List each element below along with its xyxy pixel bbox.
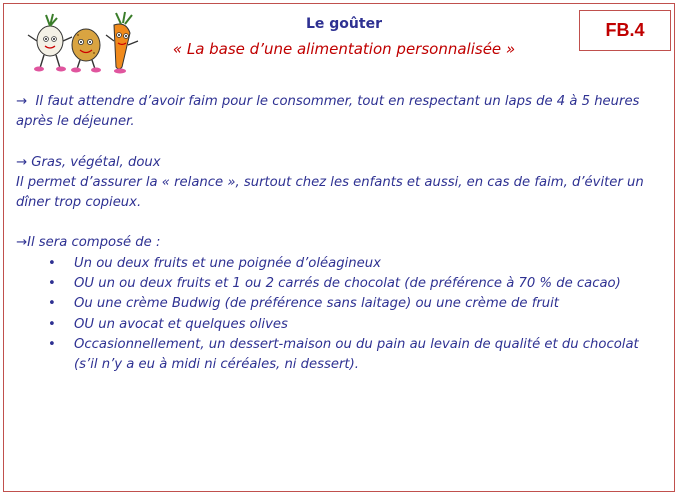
document-body: [16, 92, 666, 376]
paragraph-wait-text: Il faut attendre d’avoir faim pour le consommer, tout en respectant un laps de 4 à 5 heures après le déjeuner.: [16, 94, 640, 130]
list-item: • Un ou deux fruits et une poignée d’oléagineux: [74, 254, 666, 274]
document-code-box: [579, 10, 671, 51]
paragraph-relance: Il permet d’assurer la « relance », surtout chez les enfants et aussi, en cas de faim, d’éviter un dîner trop copieux.: [16, 174, 644, 211]
paragraph-composition-heading: Il sera composé de :: [27, 235, 161, 251]
list-item: • Ou une crème Budwig (de préférence sans laitage) ou une crème de fruit: [74, 294, 666, 314]
paragraph-nature-heading: Gras, végétal, doux: [31, 154, 161, 170]
list-item: • OU un avocat et quelques olives: [74, 315, 666, 335]
list-item: • OU un ou deux fruits et 1 ou 2 carrés de chocolat (de préférence à 70 % de cacao): [74, 274, 666, 294]
document-code: FB.4: [605, 20, 645, 40]
paragraph-nature: [16, 153, 666, 173]
arrow-icon: →: [16, 154, 28, 170]
paragraph-wait: [16, 92, 666, 133]
arrow-icon: →: [16, 94, 28, 109]
arrow-icon: →: [16, 235, 28, 251]
vegetable-characters-icon: [26, 11, 144, 75]
document-frame: [3, 3, 675, 492]
list-item: • Occasionnellement, un dessert-maison ou du pain au levain de qualité et du chocolat (s’il n’y a eu à midi ni céréales, ni dessert).: [74, 335, 666, 376]
page-subtitle: « La base d’une alimentation personnalisée »: [172, 40, 516, 58]
paragraph-composition: [16, 233, 666, 253]
page-title: Le goûter: [306, 16, 382, 32]
composition-list: [16, 254, 666, 376]
